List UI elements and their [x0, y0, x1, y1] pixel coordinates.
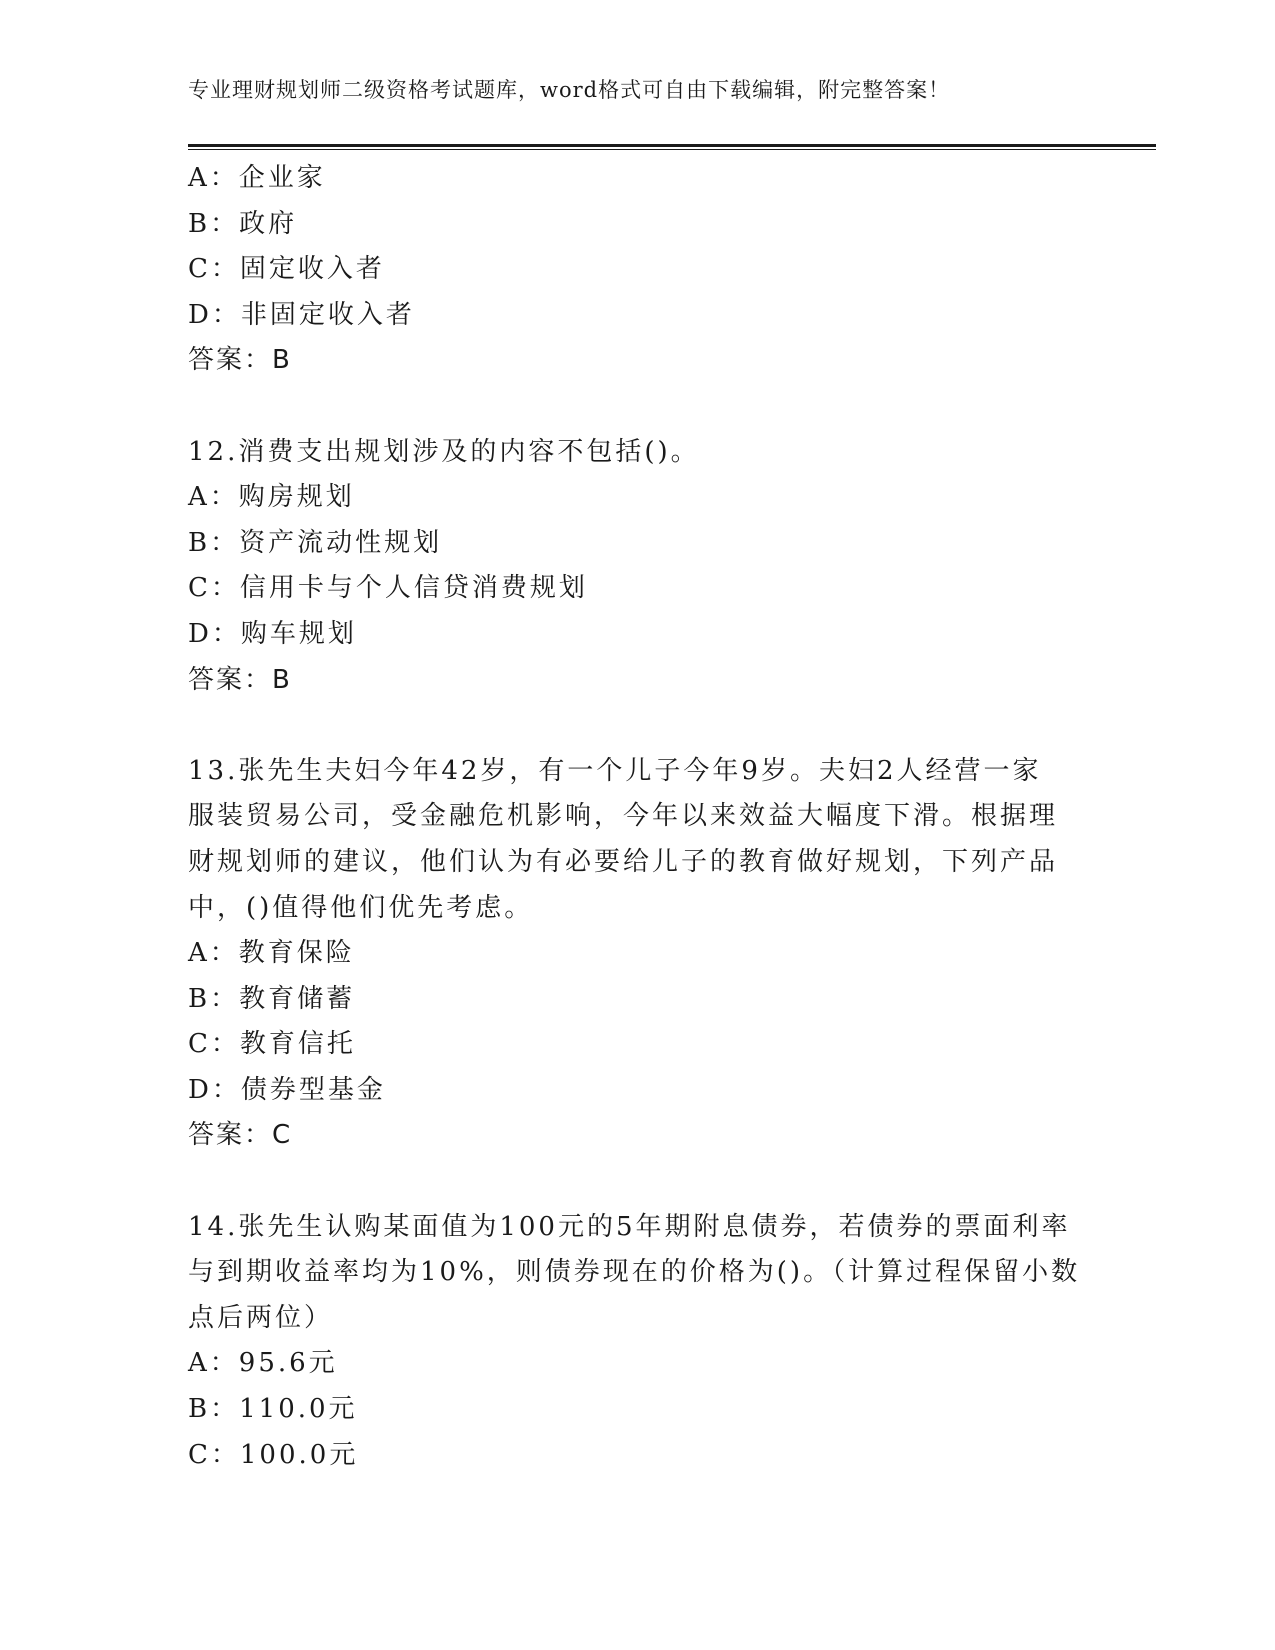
- question-stem: 与到期收益率均为10%，则债券现在的价格为()。（计算过程保留小数: [188, 1257, 1081, 1288]
- option-c: C：固定收入者: [188, 254, 385, 285]
- option-a: A：教育保险: [188, 938, 355, 969]
- option-b: B：资产流动性规划: [188, 527, 443, 558]
- page-header: 专业理财规划师二级资格考试题库，word格式可自由下载编辑，附完整答案！: [188, 78, 951, 102]
- header-rule-thick: [188, 144, 1156, 147]
- option-d: D：购车规划: [188, 618, 357, 649]
- question-stem: 12.消费支出规划涉及的内容不包括()。: [188, 436, 700, 467]
- question-14: [188, 1205, 1088, 1479]
- option-c: C：信用卡与个人信贷消费规划: [188, 573, 588, 604]
- question-12: [188, 430, 1088, 704]
- question-stem: 13.张先生夫妇今年42岁，有一个儿子今年9岁。夫妇2人经营一家: [188, 755, 1042, 786]
- option-a: A：95.6元: [188, 1348, 338, 1379]
- option-b: B：110.0元: [188, 1394, 358, 1425]
- question-stem: 14.张先生认购某面值为100元的5年期附息债券，若债券的票面利率: [188, 1211, 1071, 1242]
- question-stem: 中，()值得他们优先考虑。: [188, 892, 534, 923]
- option-c: C：教育信托: [188, 1029, 356, 1060]
- option-b: B：政府: [188, 208, 298, 239]
- option-d: D：非固定收入者: [188, 299, 415, 330]
- question-stem: 财规划师的建议，他们认为有必要给儿子的教育做好规划，下列产品: [188, 846, 1059, 877]
- option-d: D：债券型基金: [188, 1074, 386, 1105]
- answer-line: 答案：B: [188, 664, 292, 695]
- header-rule-thin: [188, 149, 1156, 150]
- option-b: B：教育储蓄: [188, 983, 356, 1014]
- option-a: A：购房规划: [188, 482, 355, 513]
- question-stem: 点后两位）: [188, 1302, 334, 1333]
- answer-line: 答案：B: [188, 345, 292, 376]
- option-c: C：100.0元: [188, 1439, 359, 1470]
- answer-line: 答案：C: [188, 1120, 293, 1151]
- question-list: [188, 156, 1088, 1478]
- question-13: [188, 749, 1088, 1159]
- question-11: [188, 156, 1088, 384]
- question-stem: 服装贸易公司，受金融危机影响，今年以来效益大幅度下滑。根据理: [188, 801, 1059, 832]
- option-a: A：企业家: [188, 163, 326, 193]
